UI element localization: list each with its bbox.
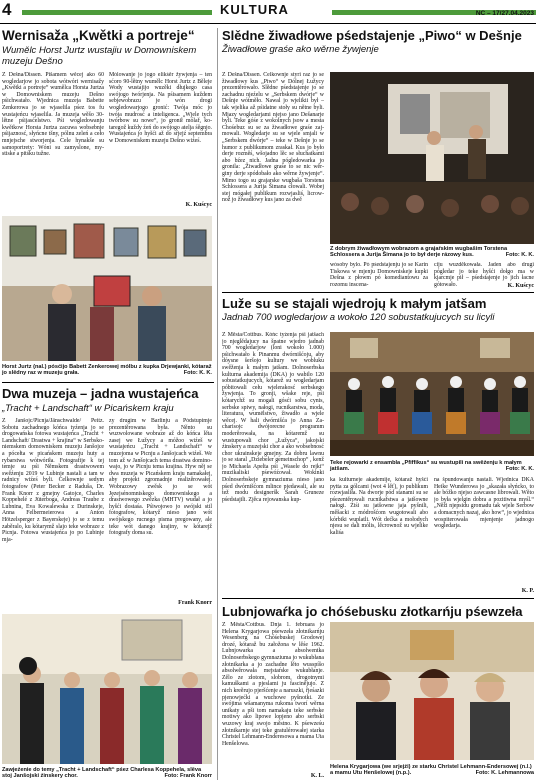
photo-credit: Foto: K. K. [183,370,212,377]
article-title: Dwa muzeja – jadna wustajeńca [2,386,199,401]
article-body-col1: Z Města/Cottbus. Dnja 1. februara jo Helena Krygarjowa pśewzeła złotnikarńju Wesenberg na Chóśebuskej Grodowej drozé, kótaraž bu załožona w lěśe 1962. Lubnjowarka a absolwentka Dolnoserbskego gymnaziuma jo wukubłana złotnikarka a jo zachadne lěto wusspíšo absolwěrowała mejstaŕske wukubłanje. Zělo ze złotom, slobrom, drogotnymi kamuškami a pjeslami ju fascinějujo. Z nich kreěrujo pjeršćenje a naruszki, řjeśazki pjenowjećki a wuchowe pyšnotki. Ze swójima wšamanyma rukoma tworí wěrna unikaty a pši tom namakaju teke serbske motiwy ako lipowe lopjeno abo serbski wuzowy kraj swojo městno. K pśewześu złotnikarnje stej teke gratulérowałej starka Christel Lehmann-Enderesowa a mama Uta Henšelowa. [222,622,324,747]
article-dwa-muzeja [2,386,214,414]
article-piwo [222,28,534,55]
article-author: K. L. [310,773,324,779]
photo-credit: Foto: Frank Knorr [164,773,212,780]
choir-photo [2,614,212,764]
article-zlotkarnja [222,604,534,619]
caption-text: Helena Krygarjowa (we srjejźi) ze starku Christel Lehmann-Endersowej (n.l.) a mamu Utu Henšelowej (n.p.). [330,764,532,777]
masthead [0,0,536,22]
photo-credit: Foto: K. K. [505,252,534,259]
article-deck: „Tracht + Landschaft“ w Picańskem kraju [2,403,174,414]
goldsmith-photo [330,622,534,760]
dancers-photo [330,332,534,456]
page-number: 4 [2,0,12,19]
photo-caption [2,767,212,780]
divider [2,382,214,383]
photo-caption [2,364,212,377]
section-title: KULTURA [214,2,295,17]
caption-text: Zawjeźenie do temy „Tracht + Landschaft“ pśez Charlesa Koppehela, slěva stoj Janšojski źinskery chor. [2,767,202,780]
article-author: K. Kuścyc [507,283,534,289]
article-body-col2: zy drugim w Barlinju a Pódstupimje prezentěrowana była. Něnto su wuzwolowane wobraze až do kóńca lěta zasej we Łužycy a móžoo wiźeš w wustajeńcu „Tracht + Landschaft“ w muzejoma w Picnju a Janšojcach wiźeš. We tom až w Janšojcach tema drastwa dominowajo, jo w Picnju tema krajina. Hyw něj se dwa muzeja w Picańskem kraju namakałej, aby projekt zgromadnje realizěrowałej. Wobrazowy zwěsk jo se wót Jęzejsénomniskego domowniskego a drastwowego zwězka (MHTV) wudał a jo hyšći dostaśa. Pśiwojowo jo swójski stil fotografow, kótaryž nieso jano wót swójskego rucnego pisma pregowany, ale teke wót danego krajiny, w kótarejž fotografy doma su. [109,418,212,537]
article-body-col1: Z Dešna/Dissen. Celkownje styri raz jo se žiwadłowy kus „Piwo“ w Dólnej Łužycy prezentěrowało. Slědne pśedstajenje jo se zachadnu njeźelu w „Serbskem dwórje“ w Dešnje wótměło. Nawal jo wjelikii był – tak wjelika až pśidatne stoły su nětne byli. Mjazy wogledarjami njejso jano Dešanarje byli. Teke góśe z wokolnych jsow a mesta Chośebuz su se za žiwadłowe graśe zajmowali. Wogledarje su se wjele smjali w „Serbskem dwórje“ – teke w Dešnje jo se humor z publikumom zraskał. Kus jo było derje rozměś, wšojadno lěc se słuchatkami abo bźez nich. Jadna pógledowarka jo gronila: „Žiwadłowe graśe to se nic wěrginy derje spódobało ako wěrne žywjenje“. Mimo togo su grajarske wugbaša Torstena Schlossera a Jurija Šimana cłowali. Wobej stej mógałej publikum rozwjasliś, licrownož jo žiwadłowy kus jano za dwě [222,72,324,204]
photo-caption [330,246,534,259]
article-jatsy [222,296,534,323]
article-body-col1: Z Janšojc/Picnja/Jänschwalde/ Peitz. Sobotu zachadnego kóńca tyźenja jo se drogowańska fotowa wustajeńca „Tracht + Landschaft/ Drastwa + krajina“ w Serbsko-niemskem domowniskem muzeju Janšojce a pócełta w picańskem muzeju huty a rybarstwa wótwóriła. Fotografije k tej temje su pśi Němskem drastwowem swěźenju 2019 w Lubinje nastali a tam w radnicy wiźeś byli. Celkownje sedym fotografow (Peter Becker z Raduša, Dr. Frank Knorr z gmejny Gatojce, Charles Koppehelé z Jüterboga, Andreas Traube z Lubnina, Eva Kowalewska z Durinskeje, Anna Felbermeierowa a Anton Hötzelsperger z Bayerskeje) jo se z temu zaběralo, ku kótarymž slajo teke wobraze z Picnja. Fotowa wustajeńca jo po Lubinje mja- [2,418,104,543]
issue-info: NC – 17/27.04.2023 [475,10,534,17]
theater-photo [330,72,534,244]
caption-text: Z dobrym žiwadłowym wobrazom a grajaŕskim wugbašim Torstena Schlossera a Jurija Šimana jo to był derje rázowy kus. [330,246,508,259]
article-body-col2: ka kulturneje akademije, kótaraž hyšći pytta za gólcami (wot 4 lěť), jo publikum rozwjasliła. Na dworje pód stanami su se pśezentěrowali rucnikařstwa a jatšowne nałogi. Źiśi su jatšowne jaja pyšnili, měšacki z módrošćom wugotowali abo kórbiki wuplatli. Wót dećka a mołodych njesu se dali mólis, lěcrownož su wjelike kaliśa [330,477,428,536]
article-body-col1: Z Dešna/Dissen. Pišamem wěcej ako 60 wogledarjow jo sobota wótwóri wernisažy „Kwětki a portreje“ wumělca Horsta Jurtza w Domowniskem muzeju Dešno pśichwatało. Wjednica muzeja Babette Zenkerowa jo se wjaselila pśez tos fu wustajeńcu wjaselila. Ja muzeja wěšo 30-lětne pśijasćelstwo. Pśi wogledowanju kwětkow Horsta Jurtza zacuwa wobsebnje pśijaznosć, słyńcne tšny, pólnu zeleń a ceło mnjejsche stworjenja. Cele hynakše su samoportrety: Wóni su zamyslone, mystiske a pitśku tužne. [2,72,104,158]
photo-credit: Foto: K. K. [505,466,534,473]
article-body-col3: ciju wuzděkowała. Jaden abo drugi pógledar jo teke hyšći dołgo ma w kjarcmje pił – pśedstajenje jo jich łacne gótowało. [434,262,534,288]
article-deck: Žiwadłowe graśe ako wěrne žywjenje [222,44,379,55]
article-author: K. P. [521,588,534,594]
photo-caption [330,460,534,473]
article-deck: Jadnab 700 wogledarjow a wokoło 120 sobustatkujucych su licyli [222,312,495,323]
article-author: K. Kuścyc [185,202,212,208]
divider [222,598,534,599]
article-author: Frank Knorr [178,600,212,606]
article-title: Slědne žiwadłowe pśedstajenje „Piwo“ w Dešnje [222,28,522,43]
article-title: Lubnjowaŕka jo chóśebusku złotkarńju pśewzeła [222,604,523,619]
article-wernisaza [2,28,214,67]
article-title: Luže su se stajali wjedrojų k małym jatšam [222,296,487,311]
article-body-col3: na špundowanju nastali. Wjednica DKA Heike Wunderowa jo „skazała słyńcko, to ale bóžko njejso zawcasne librowali. Wěto jo była wjelgin dobra a pozitiwna myśl.“ „Něži njepsidu gromadu tak wjele Serbow a domacnych nazaj, ako how“, jo wjednica wospiterowała mjenjenje jadnogo wogledarja. [434,477,534,530]
exhibition-photo [2,216,212,361]
caption-text: Horst Jurtz (nal.) pósćijo Babett Zenkerowej mólbu z kupka Drjewjanki, kótaraž jo slědny raz w muzeju grała. [2,364,212,377]
article-body-col2: Mólowanje jo jogo elikśěr žywjenja – ten sćoro 90-lětny wumělc Horst Jurtz z Běleje Wody wustajijo wuzěki dłujkego casa swójogo twórjenja. Na pśisamem kuždem sebjewobrazu je wón drogi wogledowarjogo gronić: Twója móc jo twója mudrosć a inteligenca. „Wjele tych twórbow su nowe“, jo gronił mólař, kotaregož kuždy źeń do swójogo atelja śěgnjo. Wustajeńca jo hyšći až do sŕjejź septembra w Domowniskem muzeju Dešno wiźeś. [109,72,212,144]
masthead-rule [0,23,536,24]
divider [222,292,534,293]
article-title: Wernisaža „Kwětki a portreje“ [2,28,195,43]
caption-text: Teke rejowarki z ensambla „Pfiffikus“ su wustupili na swěźenju k małym jatšam. [330,460,522,473]
article-body-col1: Z Města/Cottbus. Kóńc tyźenja pśi jatšach jo njeglědajucy na špatne wjedro jadnab 700 wogledarjow (loni wokoło 1.000) pśichwatało k Pinanmu dwórnišćoju, aby dóysne šeršojo kultury we wobluku swěženja k małym jatšam. Dolnoserbska kulturna akademija (DKA) jo wabilo 120 sobustatkujucych, kótarež su wogledarjam póbitowali cełu wjelerakosć serbskego žywjenja. To gronji, wšake reje, pśi kótarychž su mogali gósći sobu cynis, serbske spiwy, nałogi, rucnikarstwa, moda, literatura, wumëlstwo, žiwadło a wjele wěcej. W hali dwórnišća jo Anna Zacharisojc dwójorecne programm moderěrowała, na kótaremž su wustupowali chor „Łužyca“, jakojski źinskery a muzejski chor a ako wobsebnosć chor ukrainskeje gmejny. Za dobru lawnu jo se staral „Dziebeler gemeinschop“ , kenž jo Michaela Apelta pśi „Wasele do rejki“ muzikaliski pśewóźował. Wokinki Dolnoserbskeje gymnaziuma nieso jano pśed dwórnišćom mlince pjedawali, ale su tež modu designeršk Sarah Gruneze pśedstajili. Zjěca rejowanska kup- [222,332,324,503]
article-body-col2: wósoby bylo. Pó pśedstajenju jo se Karin Tiskowa w mjenju Domowniskeje kupki Dešna z płowm pó komediantowu za rozomu inscena- [330,262,428,288]
photo-credit: Foto: K. Lehmannowa [475,770,534,777]
column-divider [217,28,218,780]
photo-caption [330,764,534,777]
article-deck: Wumělc Horst Jurtz wustajiu w Domowniskem muzeju Dešno [2,45,197,67]
